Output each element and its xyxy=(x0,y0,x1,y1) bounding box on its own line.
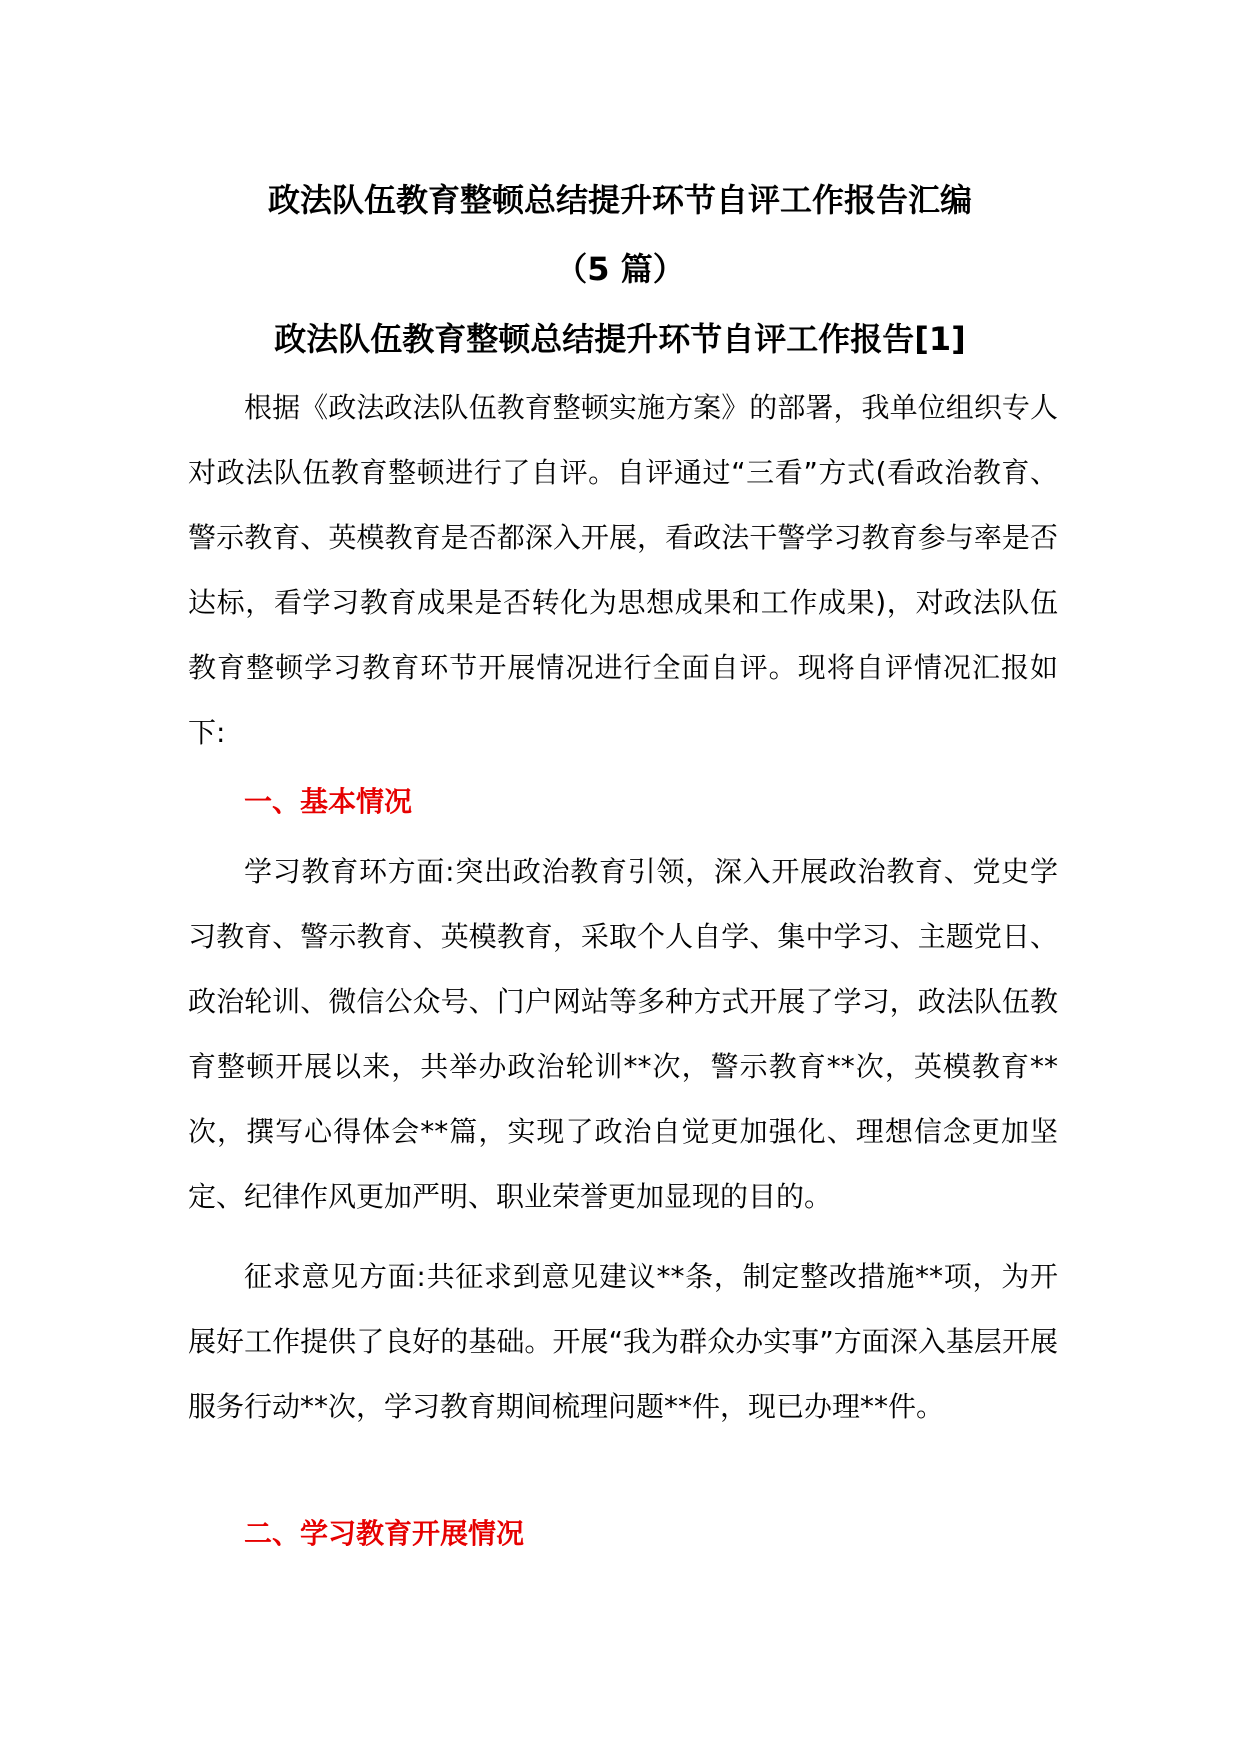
document-title-count: （5 篇） xyxy=(555,250,685,288)
intro-paragraph: 根据《政法政法队伍教育整顿实施方案》的部署，我单位组织专人对政法队伍教育整顿进行了自评。自评通过“三看”方式(看政治教育、警示教育、英模教育是否都深入开展，看政法干警学习教育参与率是否达标，看学习教育成果是否转化为思想成果和工作成果)，对政法队伍教育整顿学习教育环节开展情况进行全面自评。现将自评情况汇报如下: xyxy=(188,391,1058,749)
document-title: 政法队伍教育整顿总结提升环节自评工作报告汇编 xyxy=(267,181,972,219)
section-heading-study-education: 二、学习教育开展情况 xyxy=(244,1517,525,1550)
document-subtitle: 政法队伍教育整顿总结提升环节自评工作报告[1] xyxy=(274,320,966,358)
section-heading-basic-situation: 一、基本情况 xyxy=(244,785,413,818)
study-education-paragraph: 学习教育环方面:突出政治教育引领，深入开展政治教育、党史学习教育、警示教育、英模教育，采取个人自学、集中学习、主题党日、政治轮训、微信公众号、门户网站等多种方式开展了学习，政法队伍教育整顿开展以来，共举办政治轮训**次，警示教育**次，英模教育**次，撰写心得体会**篇，实现了政治自觉更加强化、理想信念更加坚定、纪律作风更加严明、职业荣誉更加显现的目的。 xyxy=(188,855,1058,1213)
opinion-collection-paragraph: 征求意见方面:共征求到意见建议**条，制定整改措施**项，为开展好工作提供了良好的基础。开展“我为群众办实事”方面深入基层开展服务行动**次，学习教育期间梳理问题**件，现已办理**件。 xyxy=(188,1260,1058,1423)
